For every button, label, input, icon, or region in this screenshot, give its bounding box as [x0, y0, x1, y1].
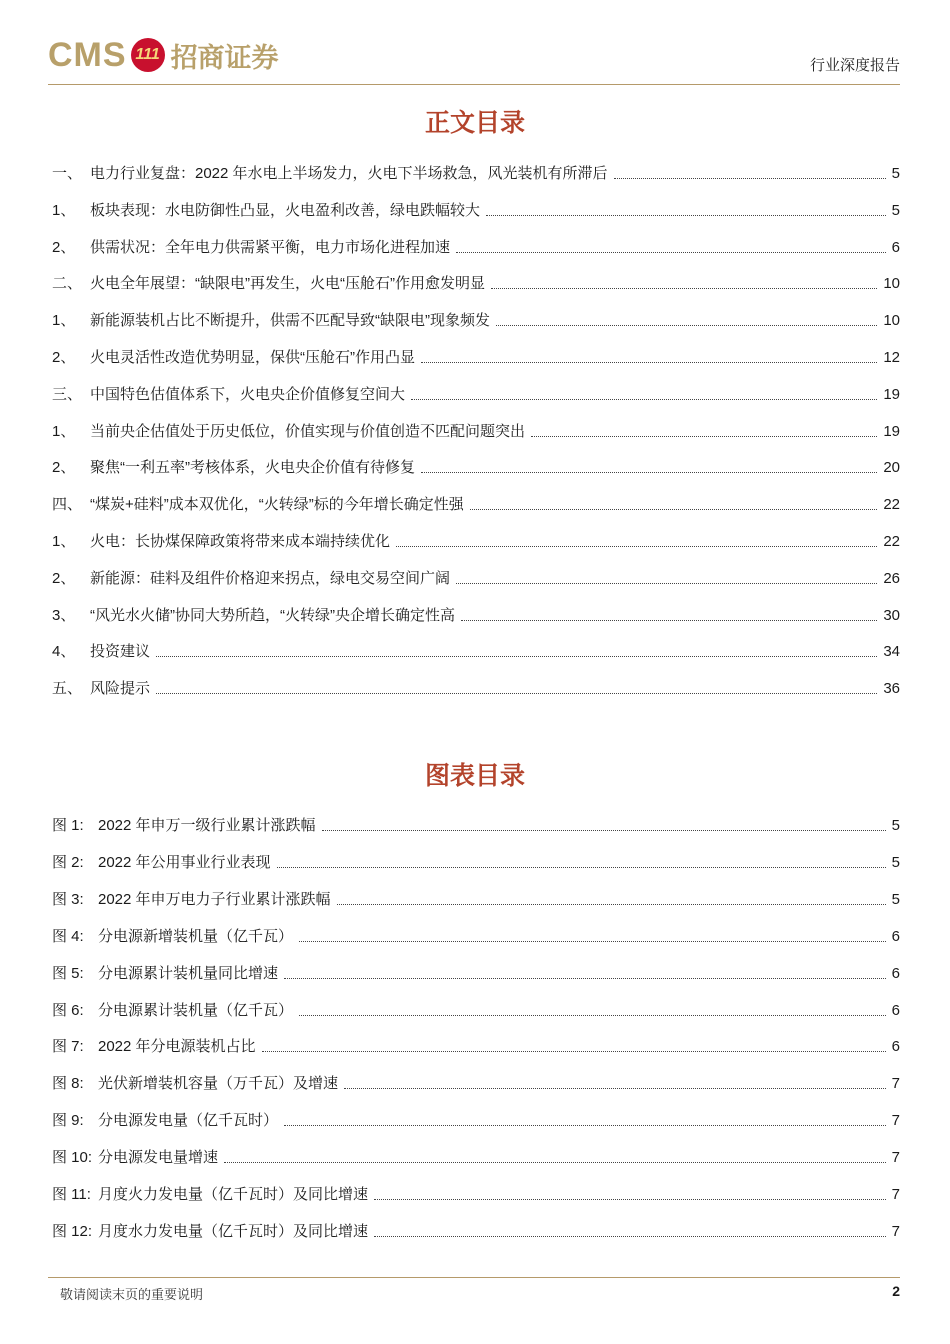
logo-chinese-name: 招商证券	[170, 42, 279, 74]
toc-entry-number: 图 7:	[52, 1038, 84, 1056]
toc-dot-leader	[396, 546, 877, 547]
disclaimer-note: 敬请阅读末页的重要说明	[60, 1287, 204, 1302]
toc-entry[interactable]	[52, 960, 900, 984]
toc-entry-title: 新能源装机占比不断提升，供需不匹配导致“缺限电”现象频发	[90, 312, 490, 330]
toc-entry[interactable]	[52, 1107, 900, 1131]
toc-entry-number: 图 6:	[52, 1001, 84, 1019]
toc-dot-leader	[421, 362, 877, 363]
toc-entry[interactable]	[52, 1181, 900, 1205]
toc-entry[interactable]	[52, 528, 900, 552]
toc-entry-title: 分电源累计装机量（亿千瓦）	[98, 1001, 294, 1019]
toc-dot-leader	[470, 509, 878, 510]
toc-entry-title: “煤炭+硅料”成本双优化，“火转绿”标的今年增长确定性强	[90, 496, 464, 514]
toc-entry[interactable]	[52, 344, 900, 368]
toc-dot-leader	[299, 941, 886, 942]
figure-toc-title: 图表目录	[424, 761, 525, 790]
toc-entry-number: 图 4:	[52, 927, 84, 945]
toc-entry-number: 图 10:	[52, 1149, 93, 1167]
toc-dot-leader	[344, 1088, 886, 1089]
toc-dot-leader	[262, 1051, 886, 1052]
toc-entry-number: 2、	[52, 459, 76, 477]
toc-entry-number: 1、	[52, 201, 76, 219]
toc-entry-number: 图 2:	[52, 853, 84, 871]
toc-entry-page: 7	[891, 1222, 900, 1240]
toc-dot-leader	[277, 867, 886, 868]
toc-entry-number: 图 3:	[52, 890, 84, 908]
logo-badge-icon: 111	[131, 38, 165, 72]
toc-entry[interactable]	[52, 160, 900, 184]
toc-entry[interactable]	[52, 886, 900, 910]
toc-entry-page: 7	[891, 1149, 900, 1167]
toc-entry-page: 10	[883, 312, 900, 330]
toc-entry-number: 图 12:	[52, 1222, 93, 1240]
toc-entry-page: 6	[891, 927, 900, 945]
toc-entry[interactable]	[52, 675, 900, 699]
toc-entry[interactable]	[52, 1144, 900, 1168]
toc-entry[interactable]	[52, 1033, 900, 1057]
toc-entry-title: 聚焦“一利五率”考核体系，火电央企价值有待修复	[90, 459, 415, 477]
toc-entry-page: 5	[891, 853, 900, 871]
toc-entry-number: 三、	[52, 385, 83, 403]
toc-entry-title: 火电全年展望：“缺限电”再发生，火电“压舱石”作用愈发明显	[90, 275, 485, 293]
toc-entry[interactable]	[52, 1218, 900, 1242]
toc-dot-leader	[299, 1015, 886, 1016]
toc-entry-page: 12	[883, 349, 900, 366]
toc-dot-leader	[486, 215, 886, 216]
toc-entry-page: 5	[891, 165, 900, 182]
toc-dot-leader	[374, 1236, 886, 1237]
toc-entry-title: 月度水力发电量（亿千瓦时）及同比增速	[98, 1222, 369, 1240]
page-header	[48, 30, 900, 85]
toc-entry-number: 图 8:	[52, 1075, 84, 1093]
toc-entry-number: 五、	[52, 680, 83, 698]
main-toc-title: 正文目录	[424, 108, 525, 137]
toc-entry-page: 6	[891, 1038, 900, 1056]
logo-cms-text: CMS	[48, 35, 127, 74]
toc-entry-title: 月度火力发电量（亿千瓦时）及同比增速	[98, 1186, 369, 1203]
toc-entry[interactable]	[52, 381, 900, 405]
toc-entry[interactable]	[52, 812, 900, 836]
toc-entry-page: 19	[883, 422, 900, 440]
toc-entry-number: 2、	[52, 569, 76, 587]
toc-dot-leader	[456, 252, 886, 253]
toc-dot-leader	[322, 830, 886, 831]
toc-dot-leader	[491, 288, 877, 289]
page-footer	[48, 1277, 900, 1308]
toc-entry-page: 5	[891, 201, 900, 219]
toc-entry-page: 19	[883, 385, 900, 403]
toc-entry-title: 分电源发电量增速	[98, 1149, 219, 1167]
toc-entry[interactable]	[52, 565, 900, 589]
toc-dot-leader	[461, 620, 877, 621]
toc-entry[interactable]	[52, 491, 900, 515]
toc-dot-leader	[411, 399, 877, 400]
toc-entry-number: 2、	[52, 349, 76, 366]
toc-entry-title: 板块表现：水电防御性凸显，火电盈利改善，绿电跌幅较大	[90, 201, 481, 219]
toc-entry-number: 1、	[52, 533, 76, 550]
toc-entry[interactable]	[52, 234, 900, 258]
report-type-label: 行业深度报告	[809, 57, 900, 74]
toc-entry-page: 22	[883, 496, 900, 514]
toc-entry[interactable]	[52, 197, 900, 221]
toc-entry-title: 光伏新增装机容量（万千瓦）及增速	[98, 1075, 339, 1093]
toc-entry-page: 7	[891, 1112, 900, 1130]
toc-entry[interactable]	[52, 923, 900, 947]
toc-entry-page: 36	[883, 680, 900, 698]
toc-entry[interactable]	[52, 1070, 900, 1094]
toc-dot-leader	[421, 472, 877, 473]
toc-entry[interactable]	[52, 638, 900, 662]
toc-dot-leader	[284, 978, 886, 979]
toc-entry-page: 30	[883, 606, 900, 624]
toc-entry-title: 分电源累计装机量同比增速	[98, 964, 279, 982]
page-number: 2	[892, 1283, 900, 1299]
toc-entry-title: 当前央企估值处于历史低位，价值实现与价值创造不匹配问题突出	[90, 422, 526, 440]
toc-entry[interactable]	[52, 602, 900, 626]
toc-entry-title: 2022 年公用事业行业表现	[98, 853, 271, 871]
toc-entry[interactable]	[52, 270, 900, 294]
toc-entry-title: 火电灵活性改造优势明显，保供“压舱石”作用凸显	[90, 349, 415, 366]
toc-entry-title: 新能源：硅料及组件价格迎来拐点，绿电交易空间广阔	[90, 569, 451, 587]
toc-entry-number: 二、	[52, 275, 83, 293]
toc-entry-page: 7	[891, 1075, 900, 1093]
toc-entry-title: 中国特色估值体系下，火电央企价值修复空间大	[90, 385, 406, 403]
toc-entry-title: 2022 年申万一级行业累计涨跌幅	[98, 817, 316, 834]
toc-entry[interactable]	[52, 849, 900, 873]
toc-entry-page: 10	[883, 275, 900, 293]
toc-entry-page: 6	[891, 1001, 900, 1019]
toc-entry[interactable]	[52, 454, 900, 478]
toc-dot-leader	[337, 904, 886, 905]
toc-entry-page: 6	[891, 238, 900, 256]
toc-entry[interactable]	[52, 307, 900, 331]
toc-entry-page: 5	[891, 817, 900, 834]
toc-entry-title: 2022 年分电源装机占比	[98, 1038, 256, 1056]
toc-entry-page: 20	[883, 459, 900, 477]
toc-entry-page: 34	[883, 643, 900, 661]
toc-entry-title: 分电源新增装机量（亿千瓦）	[98, 927, 294, 945]
toc-entry-page: 26	[883, 569, 900, 587]
toc-dot-leader	[614, 178, 886, 179]
toc-dot-leader	[156, 693, 877, 694]
toc-entry-number: 图 1:	[52, 817, 84, 834]
toc-entry-number: 4、	[52, 643, 76, 661]
toc-dot-leader	[374, 1199, 886, 1200]
toc-entry-title: 电力行业复盘：2022 年水电上半场发力，火电下半场救急，风光装机有所滞后	[90, 165, 608, 182]
toc-entry-title: 火电：长协煤保障政策将带来成本端持续优化	[90, 533, 391, 550]
toc-dot-leader	[531, 436, 877, 437]
toc-entry-title: 投资建议	[90, 643, 151, 661]
toc-entry-number: 1、	[52, 422, 76, 440]
toc-entry-number: 图 9:	[52, 1112, 84, 1130]
toc-entry-page: 5	[891, 890, 900, 908]
toc-dot-leader	[456, 583, 877, 584]
toc-entry-number: 1、	[52, 312, 76, 330]
toc-entry-number: 图 5:	[52, 964, 84, 982]
toc-dot-leader	[496, 325, 877, 326]
toc-entry-number: 四、	[52, 496, 83, 514]
toc-entry-title: 供需状况：全年电力供需紧平衡，电力市场化进程加速	[90, 238, 451, 256]
company-logo	[48, 34, 279, 76]
toc-entry-title: 风险提示	[90, 680, 151, 698]
toc-dot-leader	[156, 656, 877, 657]
toc-entry-page: 7	[891, 1186, 900, 1203]
toc-entry-number: 图 11:	[52, 1186, 91, 1203]
toc-entry-title: “风光水火储”协同大势所趋，“火转绿”央企增长确定性高	[90, 606, 455, 624]
toc-entry-page: 22	[883, 533, 900, 550]
toc-entry-number: 2、	[52, 238, 76, 256]
toc-entry-number: 3、	[52, 606, 76, 624]
toc-entry[interactable]	[52, 418, 900, 442]
toc-entry-page: 6	[891, 964, 900, 982]
toc-entry[interactable]	[52, 997, 900, 1021]
toc-entry-title: 分电源发电量（亿千瓦时）	[98, 1112, 279, 1130]
toc-dot-leader	[284, 1125, 886, 1126]
toc-dot-leader	[224, 1162, 886, 1163]
toc-entry-title: 2022 年申万电力子行业累计涨跌幅	[98, 890, 331, 908]
toc-entry-number: 一、	[52, 165, 83, 182]
